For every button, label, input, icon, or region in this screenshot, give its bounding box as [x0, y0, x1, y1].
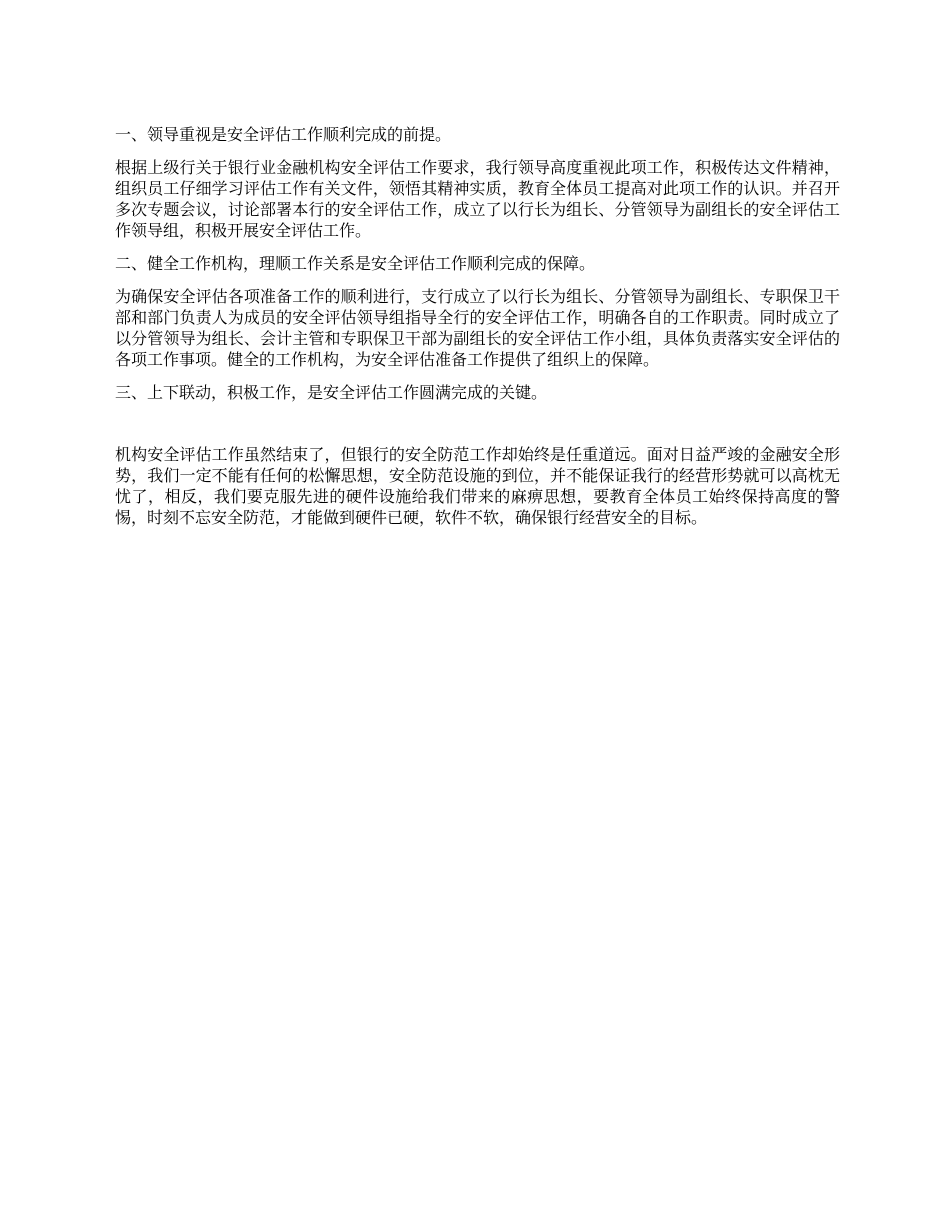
section-heading-1: 一、领导重视是安全评估工作顺利完成的前提。 [115, 125, 452, 144]
blank-spacing [115, 415, 840, 444]
closing-paragraph: 机构安全评估工作虽然结束了，但银行的安全防范工作却始终是任重道远。面对日益严竣的金融安全形势，我们一定不能有任何的松懈思想，安全防范设施的到位，并不能保证我行的经营形势就可以高枕无忧了，相反，我们要克服先进的硬件设施给我们带来的麻痹思想，要教育全体员工始终保持高度的警惕，时刻不忘安全防范，才能做到硬件已硬，软件不软，确保银行经营安全的目标。 [115, 445, 840, 527]
section-paragraph-1: 根据上级行关于银行业金融机构安全评估工作要求，我行领导高度重视此项工作，积极传达文件精神，组织员工仔细学习评估工作有关文件，领悟其精神实质，教育全体员工提高对此项工作的认识。并召开多次专题会议，讨论部署本行的安全评估工作，成立了以行长为组长、分管领导为副组长的安全评估工作领导组，积极开展安全评估工作。 [115, 158, 840, 240]
section-paragraph-2: 为确保安全评估各项准备工作的顺利进行，支行成立了以行长为组长、分管领导为副组长、专职保卫干部和部门负责人为成员的安全评估领导组指导全行的安全评估工作，明确各自的工作职责。同时成立了以分管领导为组长、会计主管和专职保卫干部为副组长的安全评估工作小组，具体负责落实安全评估的各项工作事项。健全的工作机构，为安全评估准备工作提供了组织上的保障。 [115, 287, 840, 369]
section-heading-2: 二、健全工作机构，理顺工作关系是安全评估工作顺利完成的保障。 [115, 254, 596, 273]
section-heading-3: 三、上下联动，积极工作，是安全评估工作圆满完成的关键。 [115, 383, 548, 402]
document-body [115, 124, 840, 540]
